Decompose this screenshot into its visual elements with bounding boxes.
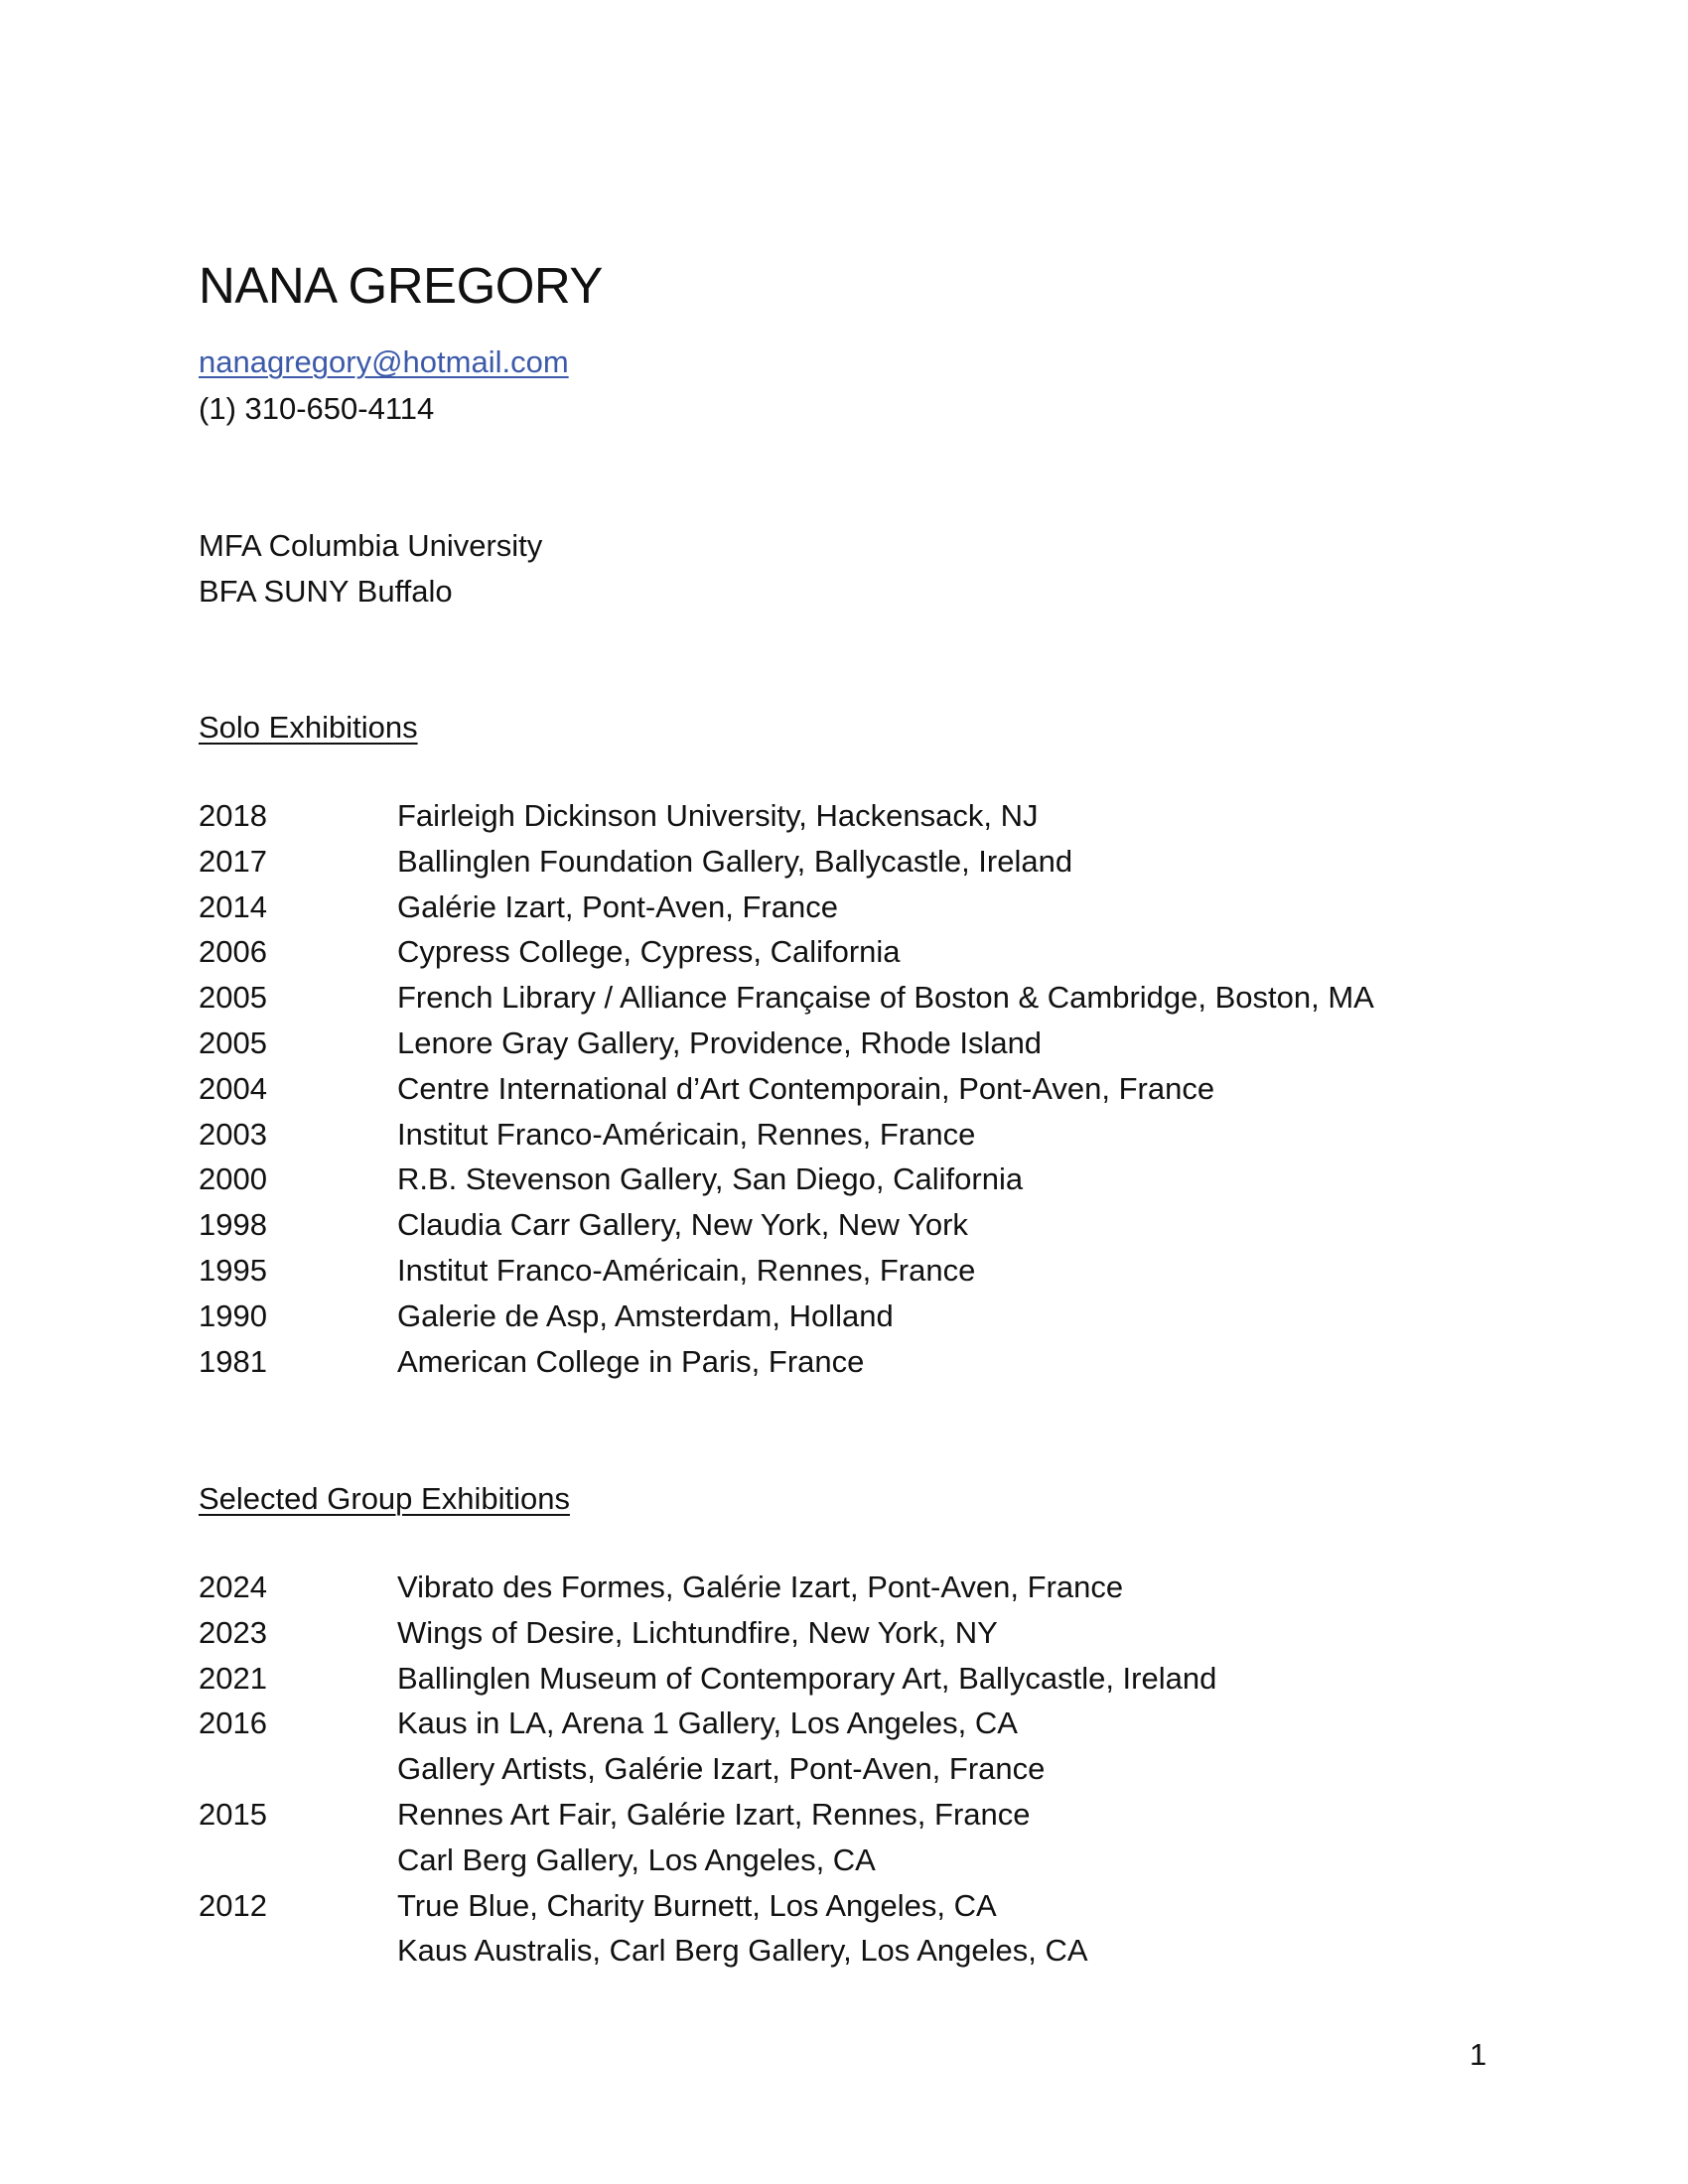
exhibition-year: 2023 (199, 1614, 267, 1650)
exhibition-venue: Cypress College, Cypress, California (397, 934, 901, 970)
solo-exhibition-row (199, 1202, 1374, 1248)
group-exhibition-row (199, 1792, 1216, 1838)
solo-exhibition-row (199, 1339, 1374, 1385)
solo-exhibition-row (199, 793, 1374, 839)
education-mfa: MFA Columbia University (199, 528, 543, 563)
exhibition-venue: Wings of Desire, Lichtundfire, New York, NY (397, 1614, 998, 1650)
exhibition-venue: True Blue, Charity Burnett, Los Angeles, CA (397, 1887, 997, 1923)
exhibition-year: 2018 (199, 798, 267, 833)
exhibition-year: 2000 (199, 1161, 267, 1197)
education-bfa: BFA SUNY Buffalo (199, 574, 453, 609)
solo-exhibition-row (199, 1066, 1374, 1112)
exhibition-venue: Fairleigh Dickinson University, Hackensack, NJ (397, 798, 1039, 833)
solo-exhibitions-heading: Solo Exhibitions (199, 710, 418, 745)
exhibition-venue: Galerie de Asp, Amsterdam, Holland (397, 1297, 894, 1333)
exhibition-year: 2024 (199, 1570, 267, 1604)
group-exhibition-row (199, 1883, 1216, 1929)
exhibition-year: 2005 (199, 980, 267, 1016)
exhibition-venue: Kaus in LA, Arena 1 Gallery, Los Angeles, CA (397, 1706, 1018, 1741)
solo-exhibition-row (199, 1021, 1374, 1066)
solo-exhibitions-list (199, 793, 1374, 1384)
solo-exhibition-row (199, 839, 1374, 885)
exhibition-year: 2017 (199, 843, 267, 879)
exhibition-venue: R.B. Stevenson Gallery, San Diego, California (397, 1161, 1024, 1197)
exhibition-year (199, 1746, 397, 1792)
exhibition-venue: Rennes Art Fair, Galérie Izart, Rennes, France (397, 1796, 1031, 1832)
exhibition-year: 1995 (199, 1252, 267, 1288)
exhibition-venue: Lenore Gray Gallery, Providence, Rhode Island (397, 1024, 1043, 1060)
group-exhibition-row (199, 1656, 1216, 1702)
group-exhibition-row (199, 1928, 1216, 1974)
exhibition-year: 2004 (199, 1070, 267, 1106)
exhibition-year: 2016 (199, 1706, 267, 1741)
exhibition-year: 2003 (199, 1116, 267, 1152)
exhibition-venue: Institut Franco-Américain, Rennes, France (397, 1116, 976, 1152)
exhibition-venue: Vibrato des Formes, Galérie Izart, Pont-Aven, France (397, 1570, 1124, 1604)
group-exhibition-row (199, 1565, 1216, 1610)
exhibition-year: 2005 (199, 1024, 267, 1060)
solo-exhibition-row (199, 975, 1374, 1021)
artist-name: NANA GREGORY (199, 257, 603, 314)
exhibition-venue: Ballinglen Foundation Gallery, Ballycastle, Ireland (397, 843, 1073, 879)
exhibition-year: 1981 (199, 1343, 267, 1379)
group-exhibition-row (199, 1610, 1216, 1656)
exhibition-venue: Ballinglen Museum of Contemporary Art, Ballycastle, Ireland (397, 1660, 1217, 1696)
exhibition-venue: Centre International d’Art Contemporain, Pont-Aven, France (397, 1070, 1215, 1106)
exhibition-venue: French Library / Alliance Française of Boston & Cambridge, Boston, MA (397, 980, 1374, 1016)
phone-number: (1) 310-650-4114 (199, 391, 435, 426)
exhibition-year: 2021 (199, 1660, 267, 1696)
exhibition-year: 2012 (199, 1887, 267, 1923)
solo-exhibition-row (199, 1157, 1374, 1202)
exhibition-year: 2014 (199, 888, 267, 924)
group-exhibition-row (199, 1838, 1216, 1883)
group-exhibitions-heading: Selected Group Exhibitions (199, 1481, 570, 1516)
exhibition-year: 1998 (199, 1207, 267, 1243)
exhibition-venue: American College in Paris, France (397, 1343, 865, 1379)
exhibition-venue: Carl Berg Gallery, Los Angeles, CA (397, 1842, 876, 1877)
solo-exhibition-row (199, 1112, 1374, 1158)
exhibition-year: 1990 (199, 1297, 267, 1333)
solo-exhibition-row (199, 1248, 1374, 1294)
solo-exhibition-row (199, 885, 1374, 930)
group-exhibition-row (199, 1746, 1216, 1792)
group-exhibitions-list (199, 1565, 1216, 1974)
exhibition-venue: Gallery Artists, Galérie Izart, Pont-Aven, France (397, 1751, 1046, 1787)
exhibition-year (199, 1928, 397, 1974)
group-exhibition-row (199, 1701, 1216, 1746)
exhibition-venue: Galérie Izart, Pont-Aven, France (397, 888, 838, 924)
page-number: 1 (1470, 2037, 1487, 2072)
exhibition-year: 2015 (199, 1796, 267, 1832)
exhibition-year: 2006 (199, 934, 267, 970)
exhibition-year (199, 1838, 397, 1883)
solo-exhibition-row (199, 929, 1374, 975)
exhibition-venue: Institut Franco-Américain, Rennes, France (397, 1252, 976, 1288)
email-link[interactable]: nanagregory@hotmail.com (199, 344, 569, 379)
exhibition-venue: Kaus Australis, Carl Berg Gallery, Los Angeles, CA (397, 1933, 1088, 1969)
exhibition-venue: Claudia Carr Gallery, New York, New York (397, 1207, 968, 1243)
solo-exhibition-row (199, 1294, 1374, 1339)
